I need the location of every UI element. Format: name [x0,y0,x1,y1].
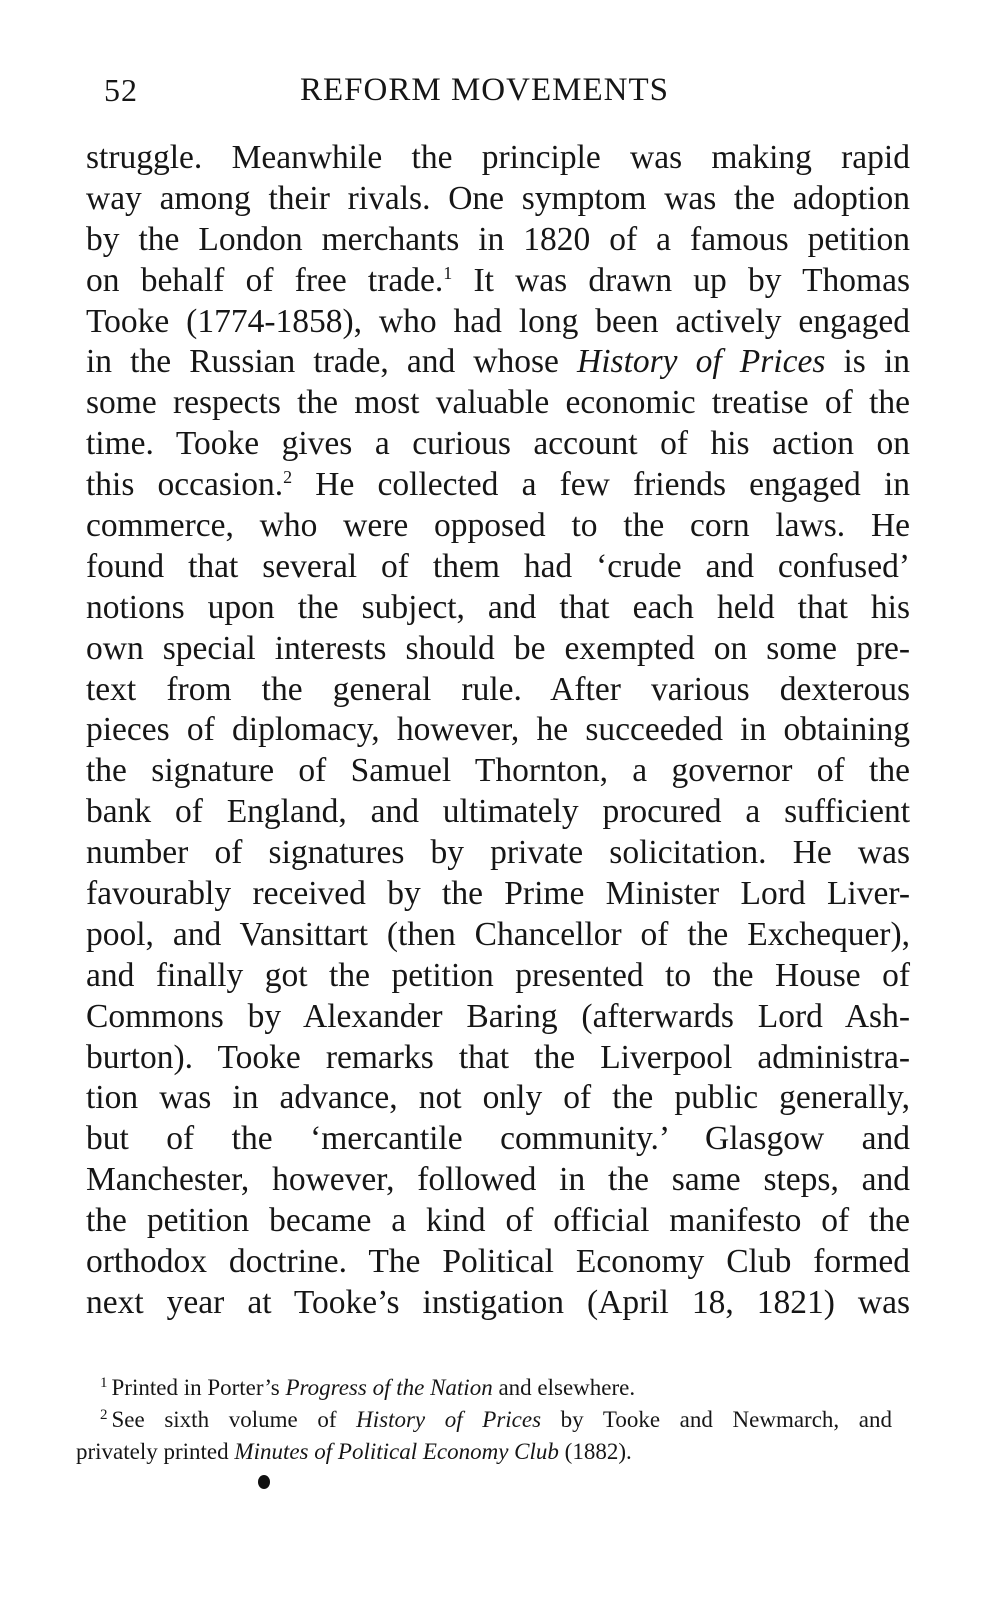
text-run: but of the ‘mercantile community.’ Glasgow and [86,1120,910,1158]
text-run: See sixth volume of [111,1407,357,1432]
footnote-line [76,1404,892,1436]
footnote-reference: 2 [283,467,293,488]
text-run: next year at Tooke’s instigation (April 18, 1821) was [86,1283,910,1321]
text-line [86,792,910,833]
text-line [86,915,910,956]
text-run: burton). Tooke remarks that the Liverpool administra- [86,1038,910,1076]
footnote-number: 1 [100,1375,108,1391]
text-run: commerce, who were opposed to the corn laws. He [86,507,910,545]
text-line [86,179,910,220]
text-line [86,751,910,792]
text-line [86,424,910,465]
text-line [86,383,910,424]
ink-spot-mark [258,1475,270,1489]
text-run: by the London merchants in 1820 of a famous petition [86,220,910,258]
text-run: privately printed [76,1439,235,1464]
text-run: own special interests should be exempted on some pre- [86,629,910,667]
text-line [86,302,910,343]
text-line [86,710,910,751]
text-run: in the Russian trade, and whose [86,343,578,381]
text-run: tion was in advance, not only of the public generally, [86,1079,910,1117]
running-head: REFORM MOVEMENTS [300,72,669,108]
text-line [86,1201,910,1242]
text-run: Tooke (1774-1858), who had long been actively engaged [86,302,910,340]
text-run: Manchester, however, followed in the same steps, and [86,1161,910,1199]
text-run: this occasion. [86,466,284,504]
text-run: the signature of Samuel Thornton, a governor of the [86,752,910,790]
text-run: pool, and Vansittart (then Chancellor of the Exchequer), [86,915,910,953]
text-run: time. Tooke gives a curious account of his action on [86,425,910,463]
text-line [86,342,910,383]
text-line [86,874,910,915]
text-run: on behalf of free trade. [86,261,444,299]
text-run: (1882). [558,1439,632,1464]
text-line [86,465,910,506]
text-run: the petition became a kind of official manifesto of the [86,1202,910,1240]
text-line [86,588,910,629]
footnotes [76,1372,892,1468]
text-line [86,956,910,997]
text-run: some respects the most valuable economic treatise of the [86,384,910,422]
text-line [86,506,910,547]
text-line [86,1283,910,1324]
footnote-line [76,1436,892,1468]
text-line [86,670,910,711]
text-run: found that several of them had ‘crude and confused’ [86,547,910,585]
text-line [86,629,910,670]
text-line [86,547,910,588]
text-run: favourably received by the Prime Minister Lord Liver- [86,875,910,913]
text-line [86,1078,910,1119]
text-line [86,1038,910,1079]
footnote-line [76,1372,892,1404]
text-line [86,220,910,261]
text-line [86,1242,910,1283]
italic-title: History of Prices [577,343,826,381]
text-run: bank of England, and ultimately procured a sufficient [86,793,910,831]
text-run: orthodox doctrine. The Political Economy Club formed [86,1243,910,1281]
text-run: and finally got the petition presented to the House of [86,956,910,994]
text-run: is in [825,343,911,381]
body-text [86,138,910,1324]
text-run: struggle. Meanwhile the principle was making rapid [86,139,910,176]
text-line [86,1160,910,1201]
text-run: Printed in Porter’s [111,1375,286,1400]
page-header [104,66,904,114]
text-run: text from the general rule. After various dexterous [86,670,910,708]
footnote-reference: 1 [443,262,453,283]
footnote-number: 2 [100,1407,108,1423]
text-line [86,997,910,1038]
text-line [86,1119,910,1160]
text-run: Commons by Alexander Baring (afterwards Lord Ash- [86,997,910,1035]
italic-title: History of Prices [356,1407,542,1432]
text-line [86,138,910,179]
text-run: number of signatures by private solicitation. He was [86,834,910,872]
text-run: and elsewhere. [492,1375,636,1400]
text-run: notions upon the subject, and that each held that his [86,588,910,626]
italic-title: Minutes of Political Economy Club [234,1439,559,1464]
text-run: by Tooke and Newmarch, and [541,1407,892,1432]
text-line [86,833,910,874]
italic-title: Progress of the Nation [285,1375,493,1400]
text-run: way among their rivals. One symptom was the adoption [86,179,910,217]
page-number: 52 [104,72,138,108]
text-line [86,261,910,302]
text-run: He collected a few friends engaged in [292,466,910,504]
text-run: It was drawn up by Thomas [452,261,910,299]
text-run: pieces of diplomacy, however, he succeeded in obtaining [86,711,910,749]
